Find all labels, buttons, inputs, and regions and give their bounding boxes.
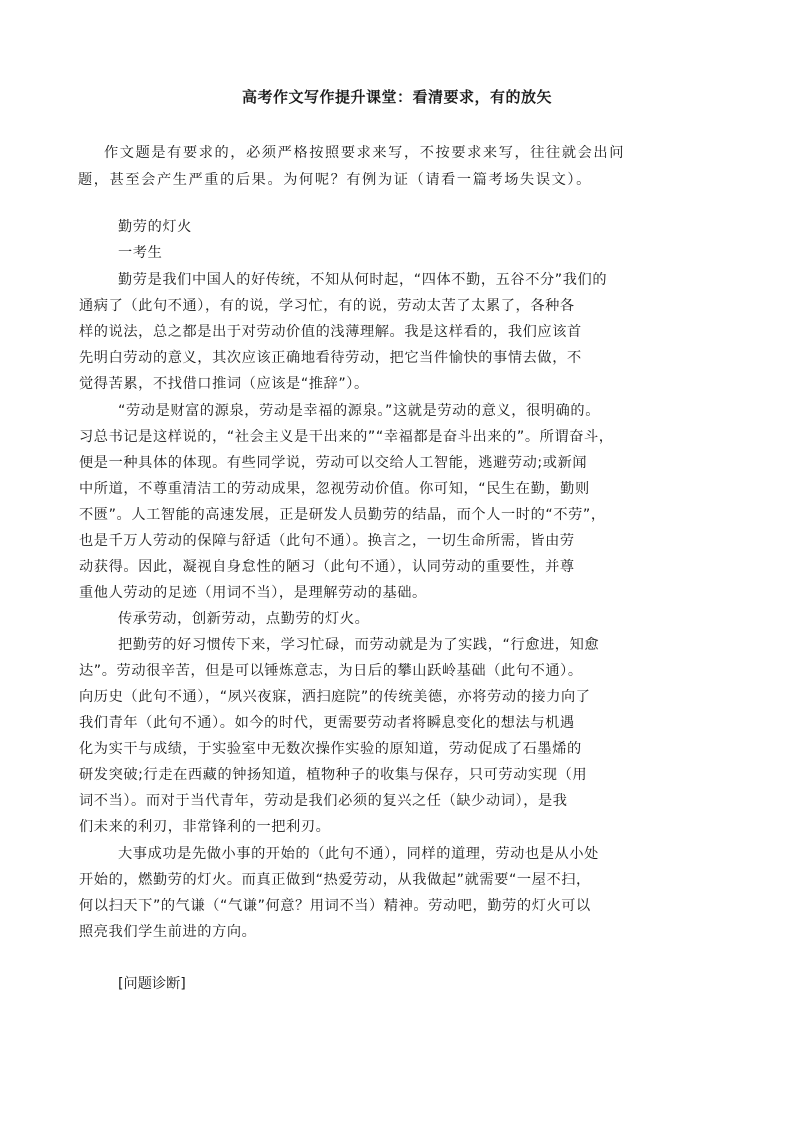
paragraph-line: 把勤劳的好习惯传下来，学习忙碌，而劳动就是为了实践，“行愈进，知愈 bbox=[118, 637, 600, 653]
paragraph-line: 照亮我们学生前进的方向。 bbox=[79, 924, 257, 940]
paragraph-line: 通病了（此句不通），有的说，学习忙，有的说，劳动太苦了太累了，各种各 bbox=[79, 298, 575, 314]
document-title: 高考作文写作提升课堂：看清要求，有的放矢 bbox=[241, 88, 552, 106]
essay-author: 一考生 bbox=[118, 245, 163, 261]
paragraph-line: 词不当）。而对于当代青年，劳动是我们必须的复兴之任（缺少动词），是我 bbox=[79, 793, 568, 809]
paragraph-line: 样的说法，总之都是出于对劳动价值的浅薄理解。我是这样看的，我们应该首 bbox=[79, 324, 582, 340]
paragraph-line: 我们青年（此句不通）。如今的时代，更需要劳动者将瞬息变化的想法与机遇 bbox=[79, 715, 575, 731]
paragraph-line: 们未来的利刃，非常锋利的一把利刃。 bbox=[79, 819, 331, 835]
section-heading: [问题诊断] bbox=[118, 976, 186, 992]
paragraph-line: 向历史（此句不通），“夙兴夜寐，洒扫庭院”的传统美德，亦将劳动的接力向了 bbox=[79, 689, 591, 705]
paragraph-line: 觉得苦累，不找借口推词（应该是“推辞”）。 bbox=[79, 376, 369, 392]
paragraph-line: 达”。劳动很辛苦，但是可以锤炼意志，为日后的攀山跃岭基础（此句不通）。 bbox=[79, 663, 583, 679]
essay-title: 勤劳的灯火 bbox=[118, 219, 192, 235]
paragraph-line: 先明白劳动的意义，其次应该正确地看待劳动，把它当件愉快的事情去做，不 bbox=[79, 350, 582, 366]
paragraph-line: 中所道，不尊重清洁工的劳动成果，忽视劳动价值。你可知，“民生在勤，勤则 bbox=[79, 481, 590, 497]
paragraph-line: 重他人劳动的足迹（用词不当），是理解劳动的基础。 bbox=[79, 585, 427, 601]
paragraph-line: 传承劳动，创新劳动，点勤劳的灯火。 bbox=[118, 611, 370, 627]
intro-line: 题，甚至会产生严重的后果。为何呢？有例为证（请看一篇考场失误文）。 bbox=[78, 172, 592, 188]
paragraph-line: “劳动是财富的源泉，劳动是幸福的源泉。”这就是劳动的意义，很明确的。 bbox=[118, 403, 601, 419]
paragraph-line: 动获得。因此，凝视自身怠性的陋习（此句不通），认同劳动的重要性，并尊 bbox=[79, 559, 575, 575]
paragraph-line: 何以扫天下”的气谦（“气谦”何意？用词不当）精神。劳动吧，勤劳的灯火可以 bbox=[79, 898, 591, 914]
paragraph-line: 开始的，燃勤劳的灯火。而真正做到“热爱劳动，从我做起”就需要“一屋不扫， bbox=[79, 872, 591, 888]
paragraph-line: 也是千万人劳动的保障与舒适（此句不通）。换言之，一切生命所需，皆由劳 bbox=[79, 533, 575, 549]
paragraph-line: 不匮”。人工智能的高速发展，正是研发人员勤劳的结晶，而个人一时的“不劳”， bbox=[79, 507, 606, 523]
intro-line: 作文题是有要求的，必须严格按照要求来写，不按要求来写，往往就会出问 bbox=[104, 145, 625, 161]
paragraph-line: 研发突破;行走在西藏的钟扬知道，植物种子的收集与保存，只可劳动实现（用 bbox=[79, 767, 588, 783]
paragraph-line: 习总书记是这样说的，“社会主义是干出来的”“幸福都是奋斗出来的”。所谓奋斗， bbox=[79, 429, 614, 445]
paragraph-line: 便是一种具体的体现。有些同学说，劳动可以交给人工智能，逃避劳动;或新闻 bbox=[79, 455, 588, 471]
paragraph-line: 勤劳是我们中国人的好传统，不知从何时起，“四体不勤，五谷不分”我们的 bbox=[118, 272, 608, 288]
paragraph-line: 化为实干与成绩，于实验室中无数次操作实验的原知道，劳动促成了石墨烯的 bbox=[79, 741, 582, 757]
paragraph-line: 大事成功是先做小事的开始的（此句不通），同样的道理，劳动也是从小处 bbox=[118, 846, 599, 862]
